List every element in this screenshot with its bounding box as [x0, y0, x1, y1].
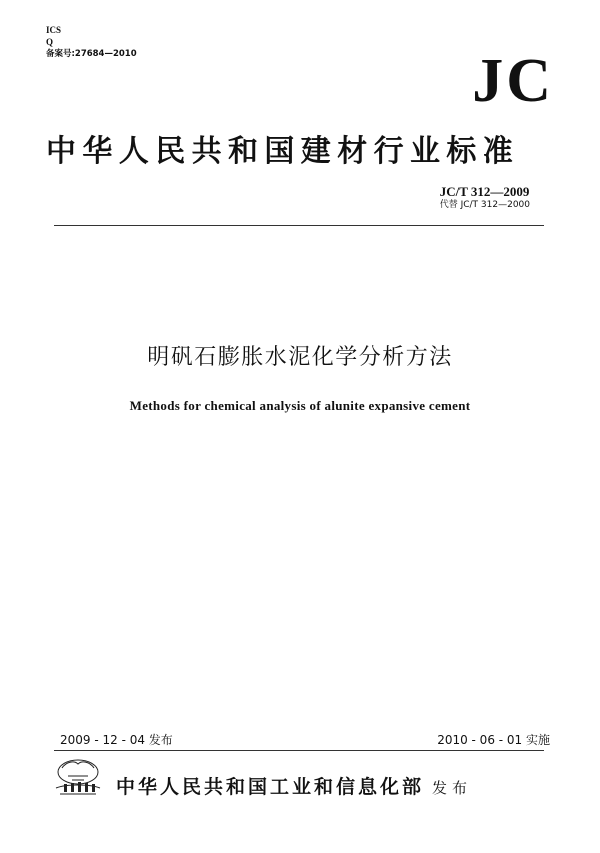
standard-number-block [440, 184, 530, 211]
replaces-standard: 代替 JC/T 312—2000 [439, 200, 530, 210]
effective-date: 2010 - 06 - 01 实施 [437, 733, 550, 747]
category-code: Q [46, 37, 54, 47]
issue-date: 2009 - 12 - 04 发布 [60, 733, 173, 747]
header-divider [54, 225, 544, 226]
issuer-seal-icon [46, 756, 110, 800]
classification-block [46, 24, 137, 60]
jc-logo: JC [472, 47, 554, 115]
ics-code: ICS [46, 25, 62, 35]
issuer-name: 中华人民共和国工业和信息化部 [116, 776, 425, 798]
standard-number: JC/T 312—2009 [439, 184, 530, 199]
registration-number: 备案号:27684—2010 [46, 49, 137, 59]
issuing-authority [116, 772, 472, 799]
issuer-action: 发布 [432, 779, 473, 797]
document-title-english: Methods for chemical analysis of alunite expansive cement [129, 398, 471, 413]
standard-category-title: 中华人民共和国建材行业标准 [46, 134, 520, 169]
document-title-chinese: 明矾石膨胀水泥化学分析方法 [147, 345, 453, 370]
footer-divider [54, 750, 544, 751]
